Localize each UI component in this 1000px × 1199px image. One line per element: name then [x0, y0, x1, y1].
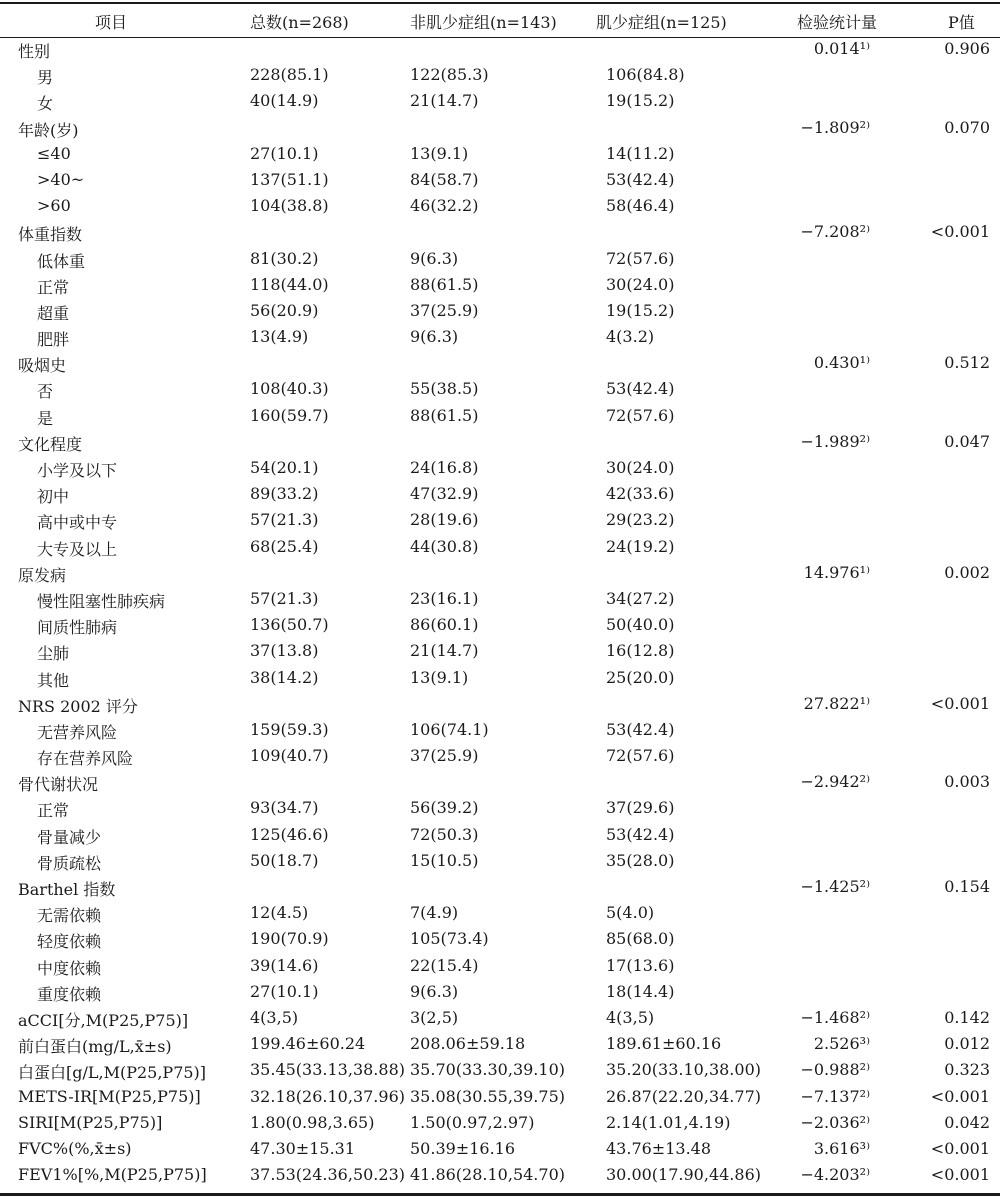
table-row — [0, 1084, 1000, 1110]
row-label: 初中 — [37, 487, 70, 507]
row-label: 女 — [37, 94, 54, 114]
cell-total: 160(59.7) — [250, 405, 329, 425]
cell-total: 27(10.1) — [250, 981, 319, 1001]
cell-sarcopenia: 17(13.6) — [606, 955, 675, 975]
cell-p-value: 0.142 — [944, 1007, 990, 1027]
cell-statistic: 2.526³⁾ — [813, 1034, 870, 1054]
cell-non-sarcopenia: 50.39±16.16 — [410, 1138, 516, 1158]
cell-sarcopenia: 53(42.4) — [606, 169, 675, 189]
cell-statistic: −4.203²⁾ — [800, 1165, 870, 1185]
row-label: 文化程度 — [18, 434, 83, 454]
cell-total: 50(18.7) — [250, 850, 319, 870]
cell-total: 37.53(24.36,50.23) — [250, 1165, 405, 1185]
table-row — [0, 560, 1000, 586]
cell-total: 37(13.8) — [250, 641, 319, 661]
cell-non-sarcopenia: 9(6.3) — [410, 248, 459, 268]
table-row — [0, 1162, 1000, 1188]
cell-statistic: −2.942²⁾ — [800, 772, 870, 792]
row-label: 正常 — [37, 277, 70, 297]
cell-sarcopenia: 19(15.2) — [606, 91, 675, 111]
cell-sarcopenia: 72(57.6) — [606, 746, 675, 766]
cell-total: 27(10.1) — [250, 143, 319, 163]
cell-sarcopenia: 34(27.2) — [606, 588, 675, 608]
row-label: 存在营养风险 — [37, 749, 134, 769]
cell-p-value: <0.001 — [930, 1086, 990, 1106]
cell-sarcopenia: 30.00(17.90,44.86) — [606, 1165, 761, 1185]
table-row — [0, 900, 1000, 926]
table-row — [0, 455, 1000, 481]
cell-sarcopenia: 19(15.2) — [606, 300, 675, 320]
cell-sarcopenia: 4(3.2) — [606, 327, 655, 347]
cell-sarcopenia: 85(68.0) — [606, 929, 675, 949]
header-total: 总数(n=268) — [250, 13, 349, 32]
cell-sarcopenia: 72(57.6) — [606, 248, 675, 268]
cell-non-sarcopenia: 84(58.7) — [410, 169, 479, 189]
cell-non-sarcopenia: 1.50(0.97,2.97) — [410, 1112, 535, 1132]
cell-total: 1.80(0.98,3.65) — [250, 1112, 375, 1132]
row-label: METS-IR[M(P25,P75)] — [18, 1086, 201, 1106]
row-label: >60 — [37, 196, 71, 216]
row-label: 慢性阻塞性肺疾病 — [37, 591, 166, 611]
row-label: FVC%(%,x̄±s) — [18, 1138, 132, 1158]
cell-non-sarcopenia: 37(25.9) — [410, 746, 479, 766]
table-body — [0, 36, 1000, 1188]
cell-p-value: 0.906 — [944, 39, 990, 58]
cell-total: 40(14.9) — [250, 91, 319, 111]
cell-non-sarcopenia: 21(14.7) — [410, 91, 479, 111]
cell-sarcopenia: 35(28.0) — [606, 850, 675, 870]
table-row — [0, 246, 1000, 272]
cell-total: 13(4.9) — [250, 327, 309, 347]
cell-statistic: 0.430¹⁾ — [813, 353, 870, 373]
cell-statistic: 3.616³⁾ — [813, 1138, 870, 1158]
table-row — [0, 1031, 1000, 1057]
table-row — [0, 926, 1000, 952]
cell-total: 159(59.3) — [250, 719, 329, 739]
header-p-value: P值 — [948, 13, 975, 32]
row-label: 白蛋白[g/L,M(P25,P75)] — [18, 1063, 207, 1083]
table-row — [0, 507, 1000, 533]
row-label: 超重 — [37, 303, 70, 323]
cell-p-value: 0.512 — [944, 353, 990, 373]
cell-non-sarcopenia: 47(32.9) — [410, 484, 479, 504]
table-row — [0, 62, 1000, 88]
cell-non-sarcopenia: 46(32.2) — [410, 196, 479, 216]
cell-total: 32.18(26.10,37.96) — [250, 1086, 405, 1106]
cell-non-sarcopenia: 106(74.1) — [410, 719, 489, 739]
row-label: 吸烟史 — [18, 356, 67, 376]
cell-non-sarcopenia: 35.08(30.55,39.75) — [410, 1086, 565, 1106]
row-label: 大专及以上 — [37, 539, 118, 559]
row-label: 年龄(岁) — [18, 120, 79, 140]
row-label: aCCI[分,M(P25,P75)] — [18, 1010, 189, 1030]
cell-non-sarcopenia: 24(16.8) — [410, 458, 479, 477]
row-label: 肥胖 — [37, 330, 70, 350]
row-label: 中度依赖 — [37, 958, 102, 978]
table-row — [0, 88, 1000, 114]
cell-non-sarcopenia: 13(9.1) — [410, 667, 469, 687]
cell-sarcopenia: 26.87(22.20,34.77) — [606, 1086, 761, 1106]
cell-non-sarcopenia: 22(15.4) — [410, 955, 479, 975]
row-label: 原发病 — [18, 565, 67, 585]
cell-sarcopenia: 14(11.2) — [606, 143, 675, 163]
cell-non-sarcopenia: 9(6.3) — [410, 327, 459, 347]
cell-total: 199.46±60.24 — [250, 1034, 366, 1054]
cell-non-sarcopenia: 28(19.6) — [410, 510, 479, 530]
cell-non-sarcopenia: 88(61.5) — [410, 405, 479, 425]
header-sarcopenia: 肌少症组(n=125) — [596, 13, 727, 32]
cell-total: 38(14.2) — [250, 667, 319, 687]
cell-statistic: −2.036²⁾ — [800, 1112, 870, 1132]
row-label: 无需依赖 — [37, 906, 102, 926]
cell-total: 136(50.7) — [250, 615, 329, 635]
cell-sarcopenia: 58(46.4) — [606, 196, 675, 216]
cell-statistic: −7.208²⁾ — [800, 222, 870, 242]
row-label: 前白蛋白(mg/L,x̄±s) — [18, 1037, 172, 1057]
cell-p-value: <0.001 — [930, 693, 990, 713]
cell-non-sarcopenia: 23(16.1) — [410, 588, 479, 608]
cell-total: 108(40.3) — [250, 379, 329, 399]
cell-statistic: −1.809²⁾ — [800, 117, 870, 137]
table-row — [0, 665, 1000, 691]
row-label: FEV1%[%,M(P25,P75)] — [18, 1165, 207, 1185]
table-row — [0, 1136, 1000, 1162]
cell-non-sarcopenia: 208.06±59.18 — [410, 1034, 526, 1054]
cell-statistic: 0.014¹⁾ — [813, 39, 870, 58]
cell-total: 104(38.8) — [250, 196, 329, 216]
table-row — [0, 350, 1000, 376]
cell-sarcopenia: 4(3,5) — [606, 1007, 655, 1027]
cell-non-sarcopenia: 15(10.5) — [410, 850, 479, 870]
cell-statistic: −1.468²⁾ — [800, 1007, 870, 1027]
row-label: 轻度依赖 — [37, 932, 102, 952]
cell-non-sarcopenia: 105(73.4) — [410, 929, 489, 949]
cell-non-sarcopenia: 7(4.9) — [410, 903, 459, 923]
cell-statistic: 27.822¹⁾ — [803, 693, 870, 713]
cell-non-sarcopenia: 41.86(28.10,54.70) — [410, 1165, 565, 1185]
table-row — [0, 272, 1000, 298]
cell-sarcopenia: 5(4.0) — [606, 903, 655, 923]
cell-sarcopenia: 29(23.2) — [606, 510, 675, 530]
row-label: SIRI[M(P25,P75)] — [18, 1112, 163, 1132]
row-label: 骨代谢状况 — [18, 775, 99, 795]
table-row — [0, 429, 1000, 455]
table-row — [0, 403, 1000, 429]
table-row — [0, 822, 1000, 848]
row-label: 性别 — [18, 42, 51, 61]
table-row — [0, 795, 1000, 821]
cell-sarcopenia: 43.76±13.48 — [606, 1138, 712, 1158]
cell-non-sarcopenia: 37(25.9) — [410, 300, 479, 320]
cell-total: 109(40.7) — [250, 746, 329, 766]
row-label: 无营养风险 — [37, 722, 118, 742]
cell-total: 190(70.9) — [250, 929, 329, 949]
row-label: 其他 — [37, 670, 70, 690]
table-row — [0, 612, 1000, 638]
cell-total: 81(30.2) — [250, 248, 319, 268]
cell-sarcopenia: 53(42.4) — [606, 719, 675, 739]
cell-sarcopenia: 18(14.4) — [606, 981, 675, 1001]
cell-p-value: 0.042 — [944, 1112, 990, 1132]
cell-sarcopenia: 2.14(1.01,4.19) — [606, 1112, 731, 1132]
row-label: 否 — [37, 382, 54, 402]
cell-total: 12(4.5) — [250, 903, 309, 923]
cell-statistic: −7.137²⁾ — [800, 1086, 870, 1106]
row-label: 骨质疏松 — [37, 853, 102, 873]
cell-statistic: −1.989²⁾ — [800, 431, 870, 451]
row-label: 低体重 — [37, 251, 86, 271]
table-row — [0, 638, 1000, 664]
table-row — [0, 717, 1000, 743]
row-label: 重度依赖 — [37, 984, 102, 1004]
cell-p-value: <0.001 — [930, 222, 990, 242]
cell-p-value: <0.001 — [930, 1165, 990, 1185]
row-label: 男 — [37, 68, 54, 88]
table-top-rule — [0, 2, 1000, 4]
row-label: 间质性肺病 — [37, 618, 118, 638]
cell-total: 89(33.2) — [250, 484, 319, 504]
cell-p-value: 0.047 — [944, 431, 990, 451]
row-label: Barthel 指数 — [18, 880, 116, 899]
cell-total: 68(25.4) — [250, 536, 319, 556]
cell-total: 228(85.1) — [250, 65, 329, 85]
cell-sarcopenia: 30(24.0) — [606, 274, 675, 294]
cell-sarcopenia: 16(12.8) — [606, 641, 675, 661]
table-row — [0, 953, 1000, 979]
table-row — [0, 167, 1000, 193]
table-row — [0, 1005, 1000, 1031]
cell-p-value: 0.003 — [944, 772, 990, 792]
cell-sarcopenia: 50(40.0) — [606, 615, 675, 635]
cell-non-sarcopenia: 3(2,5) — [410, 1007, 459, 1027]
cell-non-sarcopenia: 9(6.3) — [410, 981, 459, 1001]
row-label: 正常 — [37, 801, 70, 821]
table-row — [0, 193, 1000, 219]
table-row — [0, 36, 1000, 62]
table-row — [0, 979, 1000, 1005]
table-row — [0, 481, 1000, 507]
row-label: 体重指数 — [18, 225, 83, 245]
cell-non-sarcopenia: 35.70(33.30,39.10) — [410, 1060, 565, 1080]
cell-non-sarcopenia: 13(9.1) — [410, 143, 469, 163]
cell-statistic: −0.988²⁾ — [800, 1060, 870, 1080]
cell-p-value: 0.002 — [944, 562, 990, 582]
cell-statistic: −1.425²⁾ — [800, 877, 870, 896]
table-row — [0, 534, 1000, 560]
table-row — [0, 1057, 1000, 1083]
cell-sarcopenia: 189.61±60.16 — [606, 1034, 722, 1054]
table-row — [0, 219, 1000, 245]
cell-sarcopenia: 30(24.0) — [606, 458, 675, 477]
cell-total: 125(46.6) — [250, 824, 329, 844]
table-row — [0, 848, 1000, 874]
cell-p-value: 0.070 — [944, 117, 990, 137]
cell-sarcopenia: 53(42.4) — [606, 379, 675, 399]
cell-p-value: 0.154 — [944, 877, 990, 896]
cell-sarcopenia: 25(20.0) — [606, 667, 675, 687]
table-row — [0, 586, 1000, 612]
cell-total: 57(21.3) — [250, 510, 319, 530]
header-item: 项目 — [95, 13, 128, 32]
row-label: 小学及以下 — [37, 461, 118, 480]
row-label: 骨量减少 — [37, 827, 102, 847]
row-label: 高中或中专 — [37, 513, 118, 533]
cell-total: 57(21.3) — [250, 588, 319, 608]
cell-sarcopenia: 35.20(33.10,38.00) — [606, 1060, 761, 1080]
cell-statistic: 14.976¹⁾ — [803, 562, 870, 582]
cell-total: 35.45(33.13,38.88) — [250, 1060, 405, 1080]
cell-non-sarcopenia: 56(39.2) — [410, 798, 479, 818]
table-row — [0, 324, 1000, 350]
table-row — [0, 1110, 1000, 1136]
cell-non-sarcopenia: 122(85.3) — [410, 65, 489, 85]
table-row — [0, 298, 1000, 324]
table-row — [0, 874, 1000, 900]
table-header — [0, 8, 1000, 34]
table-row — [0, 115, 1000, 141]
cell-total: 4(3,5) — [250, 1007, 299, 1027]
cell-sarcopenia: 72(57.6) — [606, 405, 675, 425]
row-label: 尘肺 — [37, 644, 70, 664]
cell-total: 47.30±15.31 — [250, 1138, 356, 1158]
cell-non-sarcopenia: 21(14.7) — [410, 641, 479, 661]
header-statistic: 检验统计量 — [797, 13, 878, 32]
row-label: >40~ — [37, 169, 85, 189]
cell-total: 137(51.1) — [250, 169, 329, 189]
cell-non-sarcopenia: 88(61.5) — [410, 274, 479, 294]
cell-non-sarcopenia: 86(60.1) — [410, 615, 479, 635]
cell-p-value: 0.012 — [944, 1034, 990, 1054]
cell-non-sarcopenia: 44(30.8) — [410, 536, 479, 556]
table-row — [0, 743, 1000, 769]
cell-p-value: <0.001 — [930, 1138, 990, 1158]
cell-sarcopenia: 37(29.6) — [606, 798, 675, 818]
header-non-sarcopenia: 非肌少症组(n=143) — [410, 13, 557, 32]
cell-sarcopenia: 53(42.4) — [606, 824, 675, 844]
row-label: NRS 2002 评分 — [18, 696, 138, 716]
cell-total: 39(14.6) — [250, 955, 319, 975]
row-label: 是 — [37, 408, 54, 428]
table-row — [0, 769, 1000, 795]
table-row — [0, 691, 1000, 717]
cell-sarcopenia: 106(84.8) — [606, 65, 685, 85]
table-bottom-rule — [0, 1193, 1000, 1196]
cell-total: 56(20.9) — [250, 300, 319, 320]
cell-non-sarcopenia: 72(50.3) — [410, 824, 479, 844]
cell-total: 54(20.1) — [250, 458, 319, 477]
table-row — [0, 141, 1000, 167]
cell-sarcopenia: 24(19.2) — [606, 536, 675, 556]
table-row — [0, 376, 1000, 402]
cell-total: 118(44.0) — [250, 274, 329, 294]
cell-total: 93(34.7) — [250, 798, 319, 818]
cell-non-sarcopenia: 55(38.5) — [410, 379, 479, 399]
row-label: ≤40 — [37, 143, 71, 163]
cell-p-value: 0.323 — [944, 1060, 990, 1080]
cell-sarcopenia: 42(33.6) — [606, 484, 675, 504]
